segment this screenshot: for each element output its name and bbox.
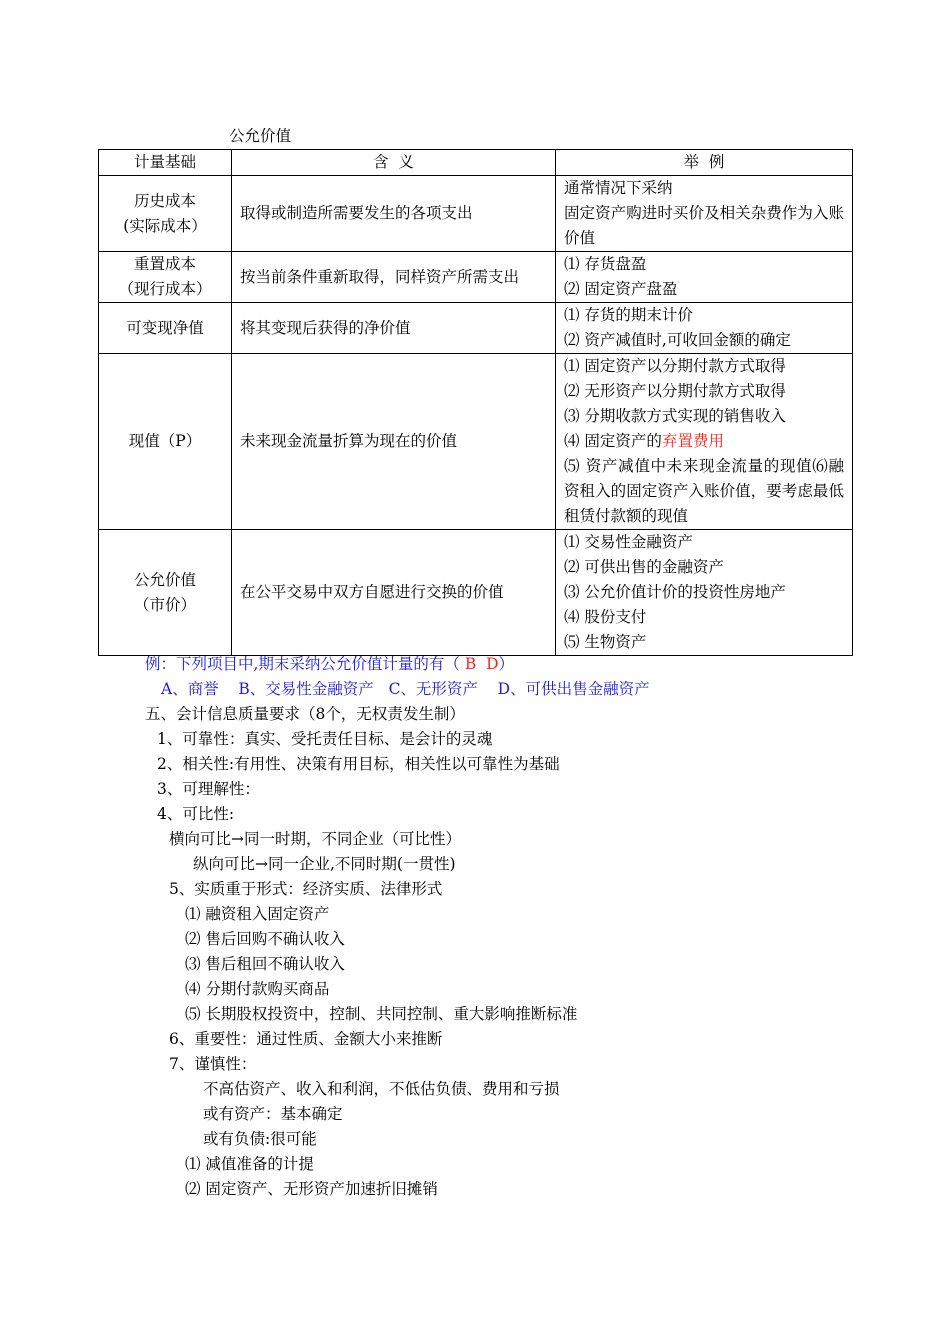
meaning-cell: 取得或制造所需要发生的各项支出 (232, 176, 556, 252)
list-item: ⑵ 售后回购不确认收入 (185, 930, 345, 948)
question-prefix: 例：下列项目中,期末采纳公允价值计量的有（ (145, 655, 460, 673)
examples-cell (556, 176, 853, 252)
basis-text: 公允价值 (133, 570, 196, 589)
table-row (99, 303, 853, 354)
examples-cell (556, 530, 853, 656)
example-text: 通常情况下采纳 (564, 179, 673, 197)
example-text: ⑵ 固定资产盘盈 (564, 280, 678, 298)
list-item: ⑴ 减值准备的计提 (185, 1155, 314, 1173)
example-text: ⑷ 固定资产的 (564, 432, 662, 450)
basis-text: 历史成本 (133, 191, 196, 210)
example-text: ⑸ 资产减值中未来现金流量的现值⑹融资租入的固定资产入账价值，要考虑最低租赁付款额的现值 (564, 457, 844, 525)
basis-cell (99, 176, 232, 252)
list-item: 5、实质重于形式：经济实质、法律形式 (169, 880, 443, 898)
example-text: ⑴ 固定资产以分期付款方式取得 (564, 357, 786, 375)
basis-text: 重置成本 (133, 255, 196, 273)
section-heading: 五、会计信息质量要求（8个，无权责发生制） (145, 705, 465, 723)
table-caption: 公允价值 (229, 127, 292, 145)
basis-text: 现值（P） (128, 432, 202, 450)
basis-cell (99, 252, 232, 303)
list-item: 或有资产：基本确定 (203, 1105, 343, 1123)
basis-cell (99, 303, 232, 354)
example-text: ⑶ 公允价值计价的投资性房地产 (564, 583, 786, 601)
header-basis: 计量基础 (99, 150, 232, 176)
list-item: 或有负债:很可能 (203, 1130, 317, 1148)
list-item: 7、谨慎性： (169, 1055, 257, 1073)
list-item: ⑵ 固定资产、无形资产加速折旧摊销 (185, 1180, 438, 1198)
meaning-cell: 按当前条件重新取得，同样资产所需支出 (232, 252, 556, 303)
header-meaning: 含 义 (232, 150, 556, 176)
basis-text: （市价） (133, 595, 196, 614)
list-item: 横向可比→同一时期，不同企业（可比性） (169, 830, 461, 848)
list-item: ⑶ 售后租回不确认收入 (185, 955, 345, 973)
example-text: 固定资产购进时买价及相关杂费作为入账价值 (564, 204, 844, 247)
example-text: ⑵ 无形资产以分期付款方式取得 (564, 382, 786, 400)
example-line (564, 429, 844, 454)
table-row (99, 530, 853, 656)
meaning-cell: 在公平交易中双方自愿进行交换的价值 (232, 530, 556, 656)
question-answer: B D (459, 655, 499, 673)
table-row (99, 176, 853, 252)
table-row (99, 252, 853, 303)
basis-cell (99, 354, 232, 530)
list-item: 3、可理解性： (157, 780, 260, 798)
example-text: ⑴ 存货的期末计价 (564, 306, 693, 324)
highlighted-term: 弃置费用 (661, 432, 724, 450)
list-item: ⑴ 融资租入固定资产 (185, 905, 330, 923)
list-item: 2、相关性:有用性、决策有用目标，相关性以可靠性为基础 (157, 755, 560, 773)
question-suffix: ） (498, 655, 515, 673)
basis-text: 可变现净值 (126, 318, 204, 337)
list-item: ⑷ 分期付款购买商品 (185, 980, 330, 998)
example-options: A、商誉 B、交易性金融资产 C、无形资产 D、可供出售金融资产 (161, 680, 650, 698)
examples-cell (556, 252, 853, 303)
examples-cell (556, 354, 853, 530)
example-text: ⑴ 存货盘盈 (564, 255, 647, 273)
list-item: 6、重要性：通过性质、金额大小来推断 (169, 1030, 443, 1048)
basis-text: (实际成本） (123, 216, 207, 235)
basis-cell (99, 530, 232, 656)
example-question (145, 652, 514, 676)
header-examples: 举 例 (556, 150, 853, 176)
list-item: 1、可靠性：真实、受托责任目标、是会计的灵魂 (157, 730, 493, 748)
example-text: ⑵ 资产减值时,可收回金额的确定 (564, 331, 791, 349)
list-item: 不高估资产、收入和利润，不低估负债、费用和亏损 (203, 1080, 560, 1098)
example-text: ⑸ 生物资产 (564, 633, 647, 651)
basis-text: （现行成本） (118, 280, 212, 298)
example-text: ⑶ 分期收款方式实现的销售收入 (564, 407, 786, 425)
table-header-row (99, 150, 853, 176)
list-item: 纵向可比→同一企业,不同时期(一贯性) (193, 855, 456, 873)
meaning-cell: 将其变现后获得的净价值 (232, 303, 556, 354)
example-text: ⑴ 交易性金融资产 (564, 533, 693, 551)
examples-cell (556, 303, 853, 354)
table-row (99, 354, 853, 530)
meaning-cell: 未来现金流量折算为现在的价值 (232, 354, 556, 530)
list-item: 4、可比性: (157, 805, 235, 823)
example-text: ⑷ 股份支付 (564, 608, 647, 626)
list-item: ⑸ 长期股权投资中，控制、共同控制、重大影响推断标准 (185, 1005, 578, 1023)
example-text: ⑵ 可供出售的金融资产 (564, 558, 724, 576)
measurement-basis-table (98, 149, 853, 656)
